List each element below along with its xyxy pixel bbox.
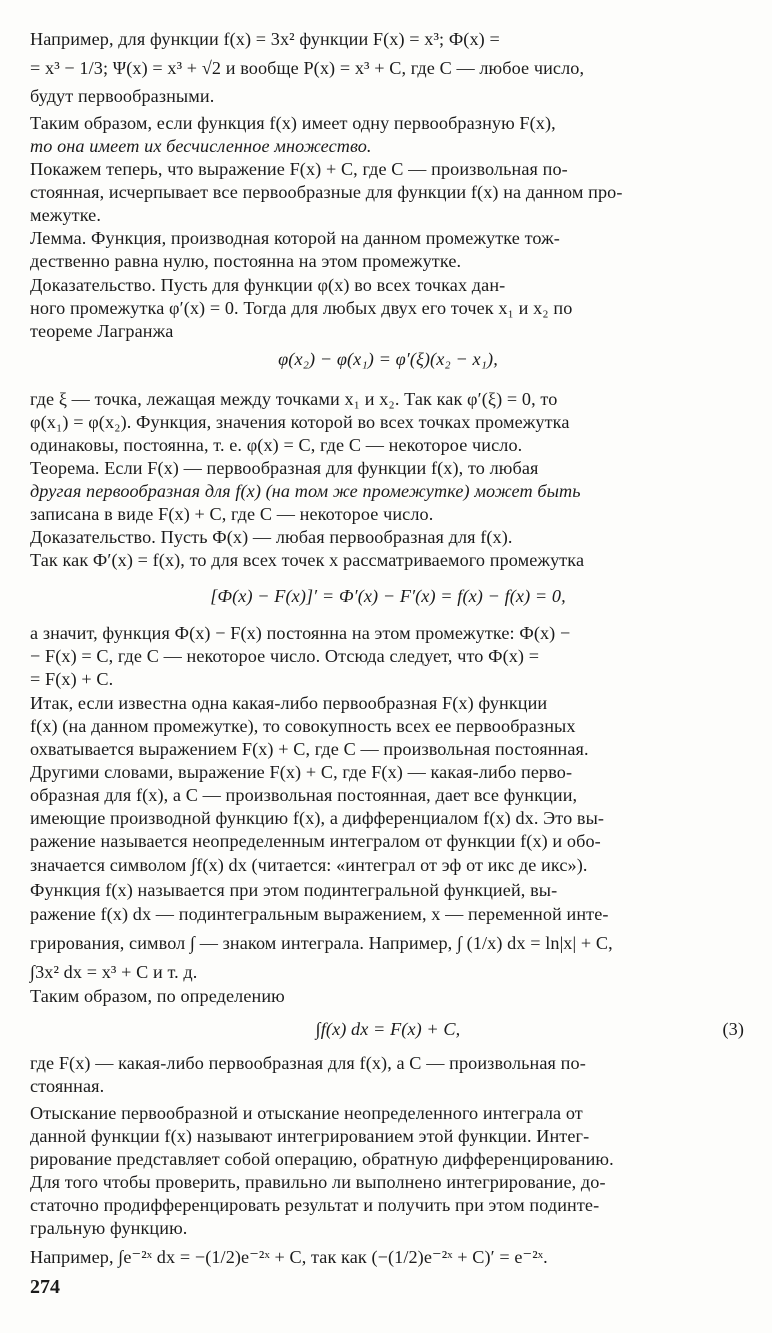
text-line: Например, для функции f(x) = 3x² функции F(x) = x³; Ф(x) = <box>30 29 500 49</box>
page-number: 274 <box>30 1276 60 1298</box>
text-line: где F(x) — какая-либо первообразная для f(x), а C — произвольная по- <box>30 1053 586 1073</box>
text-line: φ(x₁) = φ(x₂). Функция, значения которой во всех точках промежутка <box>30 412 570 432</box>
lagrange-formula: φ(x₂) − φ(x₁) = φ′(ξ)(x₂ − x₁), <box>278 349 498 369</box>
text-line: = x³ − 1/3; Ψ(x) = x³ + √2 и вообще P(x) = x³ + C, где C — любое число, <box>30 58 585 78</box>
text-line: стоянная. <box>30 1076 105 1096</box>
theorem-line: Теорема. Если F(x) — первообразная для функции f(x), то любая <box>30 458 539 478</box>
text-line: ∫3x² dx = x³ + C и т. д. <box>30 962 198 982</box>
text-line: одинаковы, постоянна, т. е. φ(x) = C, где C — некоторое число. <box>30 435 523 455</box>
text-line: Покажем теперь, что выражение F(x) + C, где C — произвольная по- <box>30 159 568 179</box>
text-line: = F(x) + C. <box>30 669 114 689</box>
text-line: межутке. <box>30 205 101 225</box>
text-line: f(x) (на данном промежутке), то совокупность всех ее первообразных <box>30 716 576 736</box>
text-line: Функция f(x) называется при этом подинтегральной функцией, вы- <box>30 880 558 900</box>
proof-line: Доказательство. Пусть для функции φ(x) во всех точках дан- <box>30 275 506 295</box>
text-line: будут первообразными. <box>30 86 215 106</box>
derivative-formula: [Ф(x) − F(x)]′ = Ф′(x) − F′(x) = f(x) − f(x) = 0, <box>210 586 566 606</box>
text-line: теореме Лагранжа <box>30 321 174 341</box>
equation-number: (3) <box>722 1019 744 1039</box>
lemma-line: Лемма. Функция, производная которой на данном промежутке тож- <box>30 228 560 248</box>
text-line: где ξ — точка, лежащая между точками x₁ и x₂. Так как φ′(ξ) = 0, то <box>30 389 558 409</box>
text-line: − F(x) = C, где C — некоторое число. Отсюда следует, что Ф(x) = <box>30 646 540 666</box>
text-line: записана в виде F(x) + C, где C — некоторое число. <box>30 504 434 524</box>
text-line: Отыскание первообразной и отыскание неопределенного интеграла от <box>30 1103 583 1123</box>
proof-line: Доказательство. Пусть Ф(x) — любая первообразная для f(x). <box>30 527 513 547</box>
text-line: другая первообразная для f(x) (на том же промежутке) может быть <box>30 481 581 501</box>
text-line: Для того чтобы проверить, правильно ли выполнено интегрирование, до- <box>30 1172 606 1192</box>
text-line: статочно продифференцировать результат и получить при этом подинте- <box>30 1195 600 1215</box>
text-line: гральную функцию. <box>30 1218 188 1238</box>
text-line: рирование представляет собой операцию, обратную дифференцированию. <box>30 1149 614 1169</box>
text-line: дественно равна нулю, постоянна на этом промежутке. <box>30 251 462 271</box>
text-line: Так как Ф′(x) = f(x), то для всех точек x рассматриваемого промежутка <box>30 550 585 570</box>
text-line: то она имеет их бесчисленное множество. <box>30 136 372 156</box>
text-line: Например, ∫e⁻²ˣ dx = −(1/2)e⁻²ˣ + C, так как (−(1/2)e⁻²ˣ + C)′ = e⁻²ˣ. <box>30 1247 548 1267</box>
text-line: ражение называется неопределенным интегралом от функции f(x) и обо- <box>30 831 601 851</box>
text-line: Таким образом, по определению <box>30 986 285 1006</box>
formula-text: ∫f(x) dx = F(x) + C, <box>315 1019 461 1039</box>
definition-formula <box>30 1016 746 1042</box>
text-line: Другими словами, выражение F(x) + C, где F(x) — какая-либо перво- <box>30 762 573 782</box>
text-line: имеющие производной функцию f(x), а дифференциалом f(x) dx. Это вы- <box>30 808 605 828</box>
text-line: Таким образом, если функция f(x) имеет одну первообразную F(x), <box>30 113 556 133</box>
text-line: стоянная, исчерпывает все первообразные для функции f(x) на данном про- <box>30 182 623 202</box>
text-line: значается символом ∫f(x) dx (читается: «интеграл от эф от икс де икс»). <box>30 855 588 875</box>
text-line: Итак, если известна одна какая-либо первообразная F(x) функции <box>30 693 548 713</box>
text-line: грирования, символ ∫ — знаком интеграла. Например, ∫ (1/x) dx = ln|x| + C, <box>30 933 613 953</box>
text-line: ражение f(x) dx — подинтегральным выражением, x — переменной инте- <box>30 904 609 924</box>
text-line: а значит, функция Ф(x) − F(x) постоянна на этом промежутке: Ф(x) − <box>30 623 571 643</box>
text-line: ного промежутка φ′(x) = 0. Тогда для любых двух его точек x₁ и x₂ по <box>30 298 573 318</box>
text-line: данной функции f(x) называют интегрированием этой функции. Интег- <box>30 1126 590 1146</box>
text-line: охватывается выражением F(x) + C, где C — произвольная постоянная. <box>30 739 589 759</box>
text-line: образная для f(x), а C — произвольная постоянная, дает все функции, <box>30 785 578 805</box>
